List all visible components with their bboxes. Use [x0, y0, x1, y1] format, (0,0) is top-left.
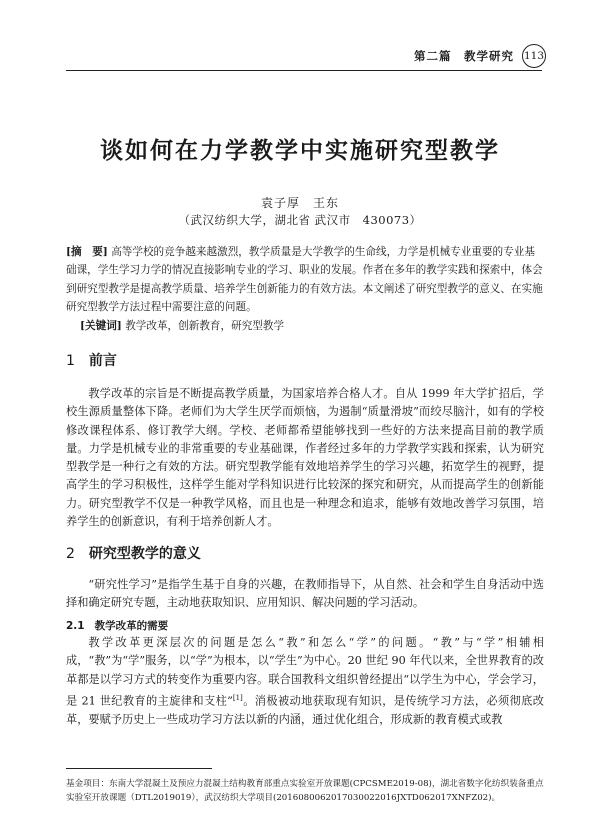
paragraph-intro: 教学改革的宗旨是不断提高教学质量，为国家培养合格人才。自从 1999 年大学扩招后，学校生源质量整体下降。老师们为大学生厌学而烦恼，为遏制“质量滑坡”而绞尽脑汁，如有的学校修改课程体系、修订教学大纲。学校、老师都希望能够找到一些好的方法来提高目前的教学质量。力学是机械专业的非常重要的专业基础课，作者经过多年的力学教学实践和探索，认为研究型教学是一种行之有效的方法。研究型教学能有效地培养学生的学习兴趣，拓宽学生的视野，提高学生的学习积极性，这样学生能对学科知识进行比较深的探究和研究，从而提高学生的创新能力。研究型教学不仅是一种教学风格，而且也是一种理念和追求，能够有效地改善学习氛围，培养学生的创新意识，有利于培养创新人才。: [66, 387, 544, 529]
keywords-label: [关键词]: [80, 320, 122, 332]
subsection-number: 2.1: [66, 620, 85, 632]
abstract: [66, 243, 544, 317]
article-title: 谈如何在力学教学中实施研究型教学: [100, 138, 500, 164]
section-number: 2: [66, 546, 75, 562]
section-title: 前言: [88, 353, 117, 369]
paragraph-reform-text-b: 。消极被动地获取现有知识，是传统学习方法，必须彻底改革，要赋予历史上一些成功学习方法以新的内涵，通过优化组合，形成新的教育模式或教: [66, 694, 544, 726]
section-heading-2: [66, 543, 201, 563]
section-title: 研究型教学的意义: [88, 546, 201, 562]
subsection-heading: [66, 618, 168, 633]
abstract-label: [摘 要]: [66, 246, 108, 258]
abstract-text: 高等学校的竞争越来越激烈，教学质量是大学教学的生命线，力学是机械专业重要的专业基础课，学生学习力学的情况直接影响专业的学习、职业的发展。作者在多年的教学实践和探索中，体会到研究型教学是提高教学质量、培养学生创新能力的有效方法。本文阐述了研究型教学的意义、在实施研究型教学方法过程中需要注意的问题。: [66, 246, 543, 314]
subsection-title: 教学改革的需要: [94, 620, 169, 632]
funding-footnote: 基金项目：东南大学混凝土及预应力混凝土结构教育部重点实验室开放课题(CPCSME2019-08)，湖北省数字化纺织装备重点实验室开放课题（DTL2019019），武汉纺织大学项目(2016080062017030022016JXTD062017XNFZ02)。: [66, 779, 544, 803]
running-header: [414, 44, 546, 68]
paragraph-research-learning: “研究性学习”是指学生基于自身的兴趣，在教师指导下，从自然、社会和学生自身活动中选择和确定研究专题，主动地获取知识、应用知识、解决问题的学习活动。: [66, 578, 544, 610]
authors: 袁子厚 王东: [260, 196, 339, 210]
paragraph-reform-text-a: 教学改革更深层次的问题是怎么“教”和怎么“学”的问题。“教”与“学”相辅相成，“教”为“学”服务，以“学”为根本，以“学生”为中心。20 世纪 90 年代以来，全世界教育的改革都是以学习方式的转变作为重要内容。联合国教科文组织曾经提出“以学生为中心，学会学习，是 21 世纪教育的主旋律和支柱”: [66, 636, 544, 708]
keywords-text: 教学改革，创新教育，研究型教学: [125, 320, 285, 332]
affiliation: （武汉纺织大学，湖北省 武汉市 430073）: [178, 213, 422, 227]
section-number: 1: [66, 353, 75, 369]
footnote-rule: [66, 768, 212, 769]
keywords: [80, 318, 540, 333]
section-heading-1: [66, 350, 117, 370]
running-title: 第二篇 教学研究: [414, 49, 514, 63]
page-number: 113: [522, 44, 546, 68]
header-rule: [66, 70, 542, 71]
citation-ref: [1]: [232, 693, 243, 702]
paragraph-reform: [66, 634, 544, 729]
